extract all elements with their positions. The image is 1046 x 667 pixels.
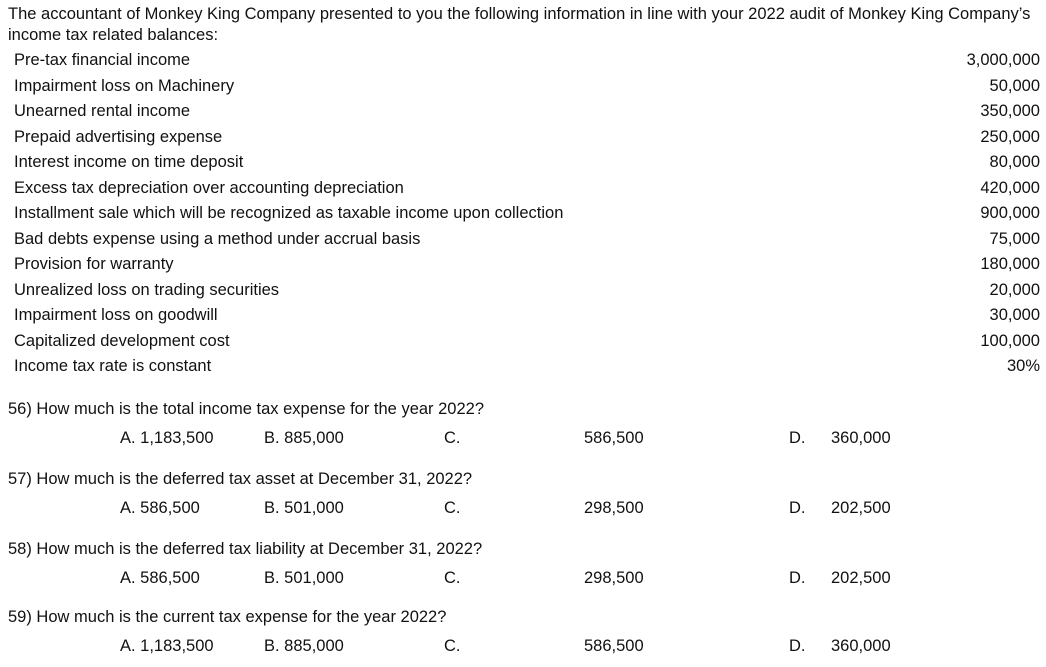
item-label: Installment sale which will be recognized as taxable income upon collection	[14, 204, 564, 222]
answer-options	[8, 426, 1038, 450]
option-c-label: C.	[444, 569, 461, 587]
item-label: Income tax rate is constant	[14, 357, 212, 375]
option-a: A. 586,500	[120, 569, 200, 587]
option-b: B. 885,000	[264, 429, 344, 447]
item-amount: 75,000	[989, 229, 1040, 248]
item-label: Bad debts expense using a method under accrual basis	[14, 229, 421, 248]
option-c-value: 298,500	[584, 499, 644, 517]
item-amount: 420,000	[980, 178, 1040, 197]
item-label: Interest income on time deposit	[14, 153, 244, 171]
item-label: Capitalized development cost	[14, 331, 230, 350]
balance-item	[14, 303, 1040, 329]
answer-options	[8, 634, 1038, 658]
item-amount: 900,000	[980, 204, 1040, 222]
balance-item	[14, 125, 1040, 151]
balance-item	[14, 278, 1040, 304]
question-59	[8, 606, 1038, 658]
question-58	[8, 538, 1038, 590]
item-label: Provision for warranty	[14, 255, 174, 273]
option-c-label: C.	[444, 637, 461, 655]
balance-item	[14, 354, 1040, 380]
balance-item	[14, 150, 1040, 176]
intro-paragraph: The accountant of Monkey King Company presented to you the following information in line with your 2022 audit of Monkey King Company’s income tax related balances:	[8, 5, 1031, 44]
question-57	[8, 468, 1038, 520]
question-stem: 58) How much is the deferred tax liability at December 31, 2022?	[8, 540, 483, 558]
item-label: Unearned rental income	[14, 102, 191, 120]
item-amount: 3,000,000	[966, 51, 1040, 69]
item-label: Impairment loss on goodwill	[14, 306, 218, 324]
balance-item	[14, 176, 1040, 202]
item-label: Impairment loss on Machinery	[14, 76, 235, 95]
option-a: A. 1,183,500	[120, 637, 214, 655]
item-amount: 50,000	[989, 76, 1040, 95]
balances-list	[14, 48, 1040, 380]
option-c-value: 586,500	[584, 429, 644, 447]
option-d-value: 202,500	[831, 499, 891, 517]
question-56	[8, 398, 1038, 450]
answer-options	[8, 496, 1038, 520]
balance-item	[14, 227, 1040, 253]
item-amount: 250,000	[980, 127, 1040, 146]
balance-item	[14, 48, 1040, 74]
item-amount: 350,000	[980, 102, 1040, 120]
option-c-label: C.	[444, 429, 461, 447]
balance-item	[14, 74, 1040, 100]
balance-item	[14, 329, 1040, 355]
option-b: B. 501,000	[264, 569, 344, 587]
option-d-value: 360,000	[831, 637, 891, 655]
item-amount: 100,000	[980, 331, 1040, 350]
option-a: A. 1,183,500	[120, 429, 214, 447]
question-stem: 57) How much is the deferred tax asset at December 31, 2022?	[8, 470, 473, 488]
option-a: A. 586,500	[120, 499, 200, 517]
item-amount: 30%	[1006, 357, 1040, 375]
option-d-label: D.	[789, 637, 806, 655]
balance-item	[14, 99, 1040, 125]
item-amount: 180,000	[980, 255, 1040, 273]
option-c-label: C.	[444, 499, 461, 517]
option-b: B. 501,000	[264, 499, 344, 517]
option-b: B. 885,000	[264, 637, 344, 655]
option-d-label: D.	[789, 499, 806, 517]
option-d-value: 202,500	[831, 569, 891, 587]
option-d-value: 360,000	[831, 429, 891, 447]
item-label: Excess tax depreciation over accounting depreciation	[14, 178, 404, 197]
question-stem: 56) How much is the total income tax expense for the year 2022?	[8, 400, 485, 418]
item-label: Unrealized loss on trading securities	[14, 280, 280, 299]
item-amount: 30,000	[989, 306, 1040, 324]
item-label: Pre-tax financial income	[14, 51, 191, 69]
option-d-label: D.	[789, 569, 806, 587]
item-amount: 20,000	[989, 280, 1040, 299]
item-amount: 80,000	[989, 153, 1040, 171]
answer-options	[8, 566, 1038, 590]
question-stem: 59) How much is the current tax expense for the year 2022?	[8, 608, 447, 626]
balance-item	[14, 252, 1040, 278]
option-c-value: 586,500	[584, 637, 644, 655]
option-c-value: 298,500	[584, 569, 644, 587]
option-d-label: D.	[789, 429, 806, 447]
item-label: Prepaid advertising expense	[14, 127, 223, 146]
balance-item	[14, 201, 1040, 227]
